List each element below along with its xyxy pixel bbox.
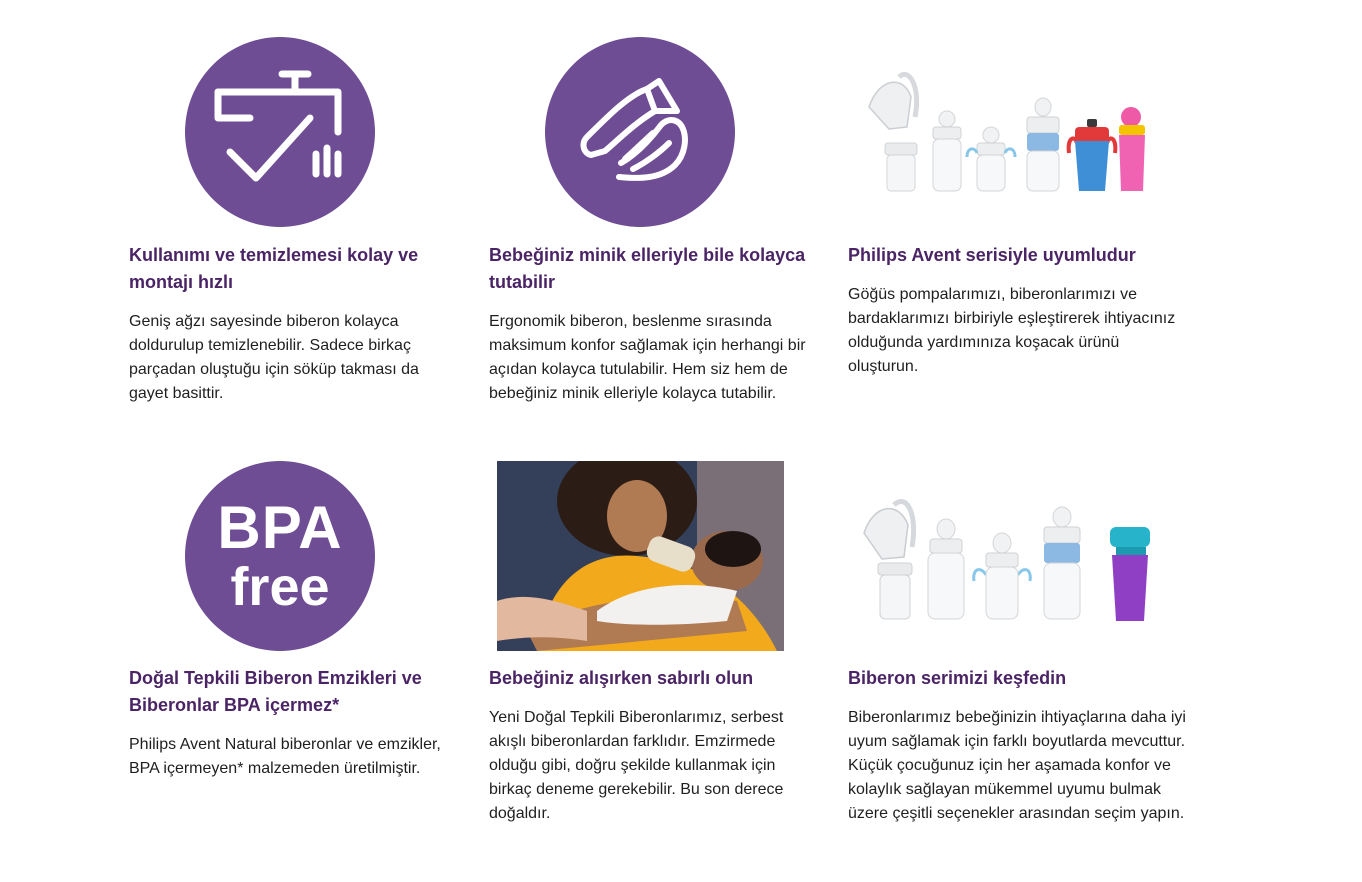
feature-description: Philips Avent Natural biberonlar ve emzikler, BPA içermeyen* malzemeden üretilmiştir. — [129, 736, 441, 777]
feature-card-be-patient — [489, 461, 829, 826]
bpa-badge-line2: free — [230, 557, 330, 617]
breast-pump-icon — [864, 501, 914, 619]
feature-title: Philips Avent serisiyle uyumludur — [848, 245, 1136, 265]
feature-description: Ergonomik biberon, beslenme sırasında maksimum konfor sağlamak için herhangi bir açıdan kolayca tutulabilir. Hem siz hem de bebeğiniz minik elleriyle kolayca tutabilir. — [489, 313, 806, 402]
product-lineup-image — [829, 36, 1169, 228]
bottle-blue-icon — [1027, 98, 1059, 191]
hand-bottle-icon — [545, 37, 735, 227]
straw-cup-icon — [1119, 107, 1145, 191]
feature-description: Göğüs pompalarımızı, biberonlarımızı ve bardaklarımızı birbiriyle eşleştirerek ihtiyacınız olduğunda yardımınıza koşacak ürünü oluşturun. — [848, 286, 1176, 375]
feature-media — [470, 461, 810, 651]
feature-description: Yeni Doğal Tepkili Biberonlarımız, serbest akışlı biberonlardan farklıdır. Emzirmede olduğu gibi, doğru şekilde kullanmak için birkaç deneme gerekebilir. Bu son derece doğaldır. — [489, 709, 784, 822]
feature-title: Biberon serimizi keşfedin — [848, 668, 1067, 688]
spout-cup-icon — [1110, 527, 1150, 621]
feature-title: Kullanımı ve temizlemesi kolay ve montajı hızlı — [129, 245, 419, 292]
feature-title: Doğal Tepkili Biberon Emzikleri ve Biberonlar BPA içermez* — [129, 668, 422, 715]
feature-title: Bebeğiniz minik elleriyle bile kolayca tutabilir — [489, 245, 806, 292]
bottle-icon — [933, 111, 961, 191]
bpa-free-icon — [185, 461, 375, 651]
feature-card-easy-clean — [129, 36, 469, 406]
trainer-cup-icon — [974, 533, 1031, 619]
faucet-check-icon — [185, 37, 375, 227]
feature-description: Geniş ağzı sayesinde biberon kolayca doldurulup temizlenebilir. Sadece birkaç parçadan oluştuğu için söküp takması da gayet basittir. — [129, 313, 419, 402]
bottle-icon — [928, 519, 964, 619]
breast-pump-icon — [869, 74, 917, 191]
feature-card-bottle-range — [848, 461, 1188, 826]
spout-cup-icon — [1069, 119, 1116, 191]
feature-card-compatible — [848, 36, 1188, 379]
feature-description: Biberonlarımız bebeğinizin ihtiyaçlarına daha iyi uyum sağlamak için farklı boyutlarda mevcuttur. Küçük çocuğunuz için her aşamada konfor ve kolaylık sağlayan mükemmel uyumu bulmak üzere çeşitli seçenekler arasından seçim yapın. — [848, 709, 1186, 822]
feature-card-bpa-free — [129, 461, 469, 781]
bottle-range-image — [829, 461, 1169, 651]
feature-media — [470, 36, 810, 228]
trainer-cup-icon — [967, 127, 1015, 191]
feature-media — [110, 461, 450, 651]
feature-title: Bebeğiniz alışırken sabırlı olun — [489, 668, 754, 688]
bpa-badge-line1: BPA — [217, 494, 343, 561]
feature-card-easy-grip — [489, 36, 829, 406]
feature-media — [110, 36, 450, 228]
mother-feeding-photo — [497, 461, 784, 651]
bottle-blue-icon — [1044, 507, 1080, 619]
